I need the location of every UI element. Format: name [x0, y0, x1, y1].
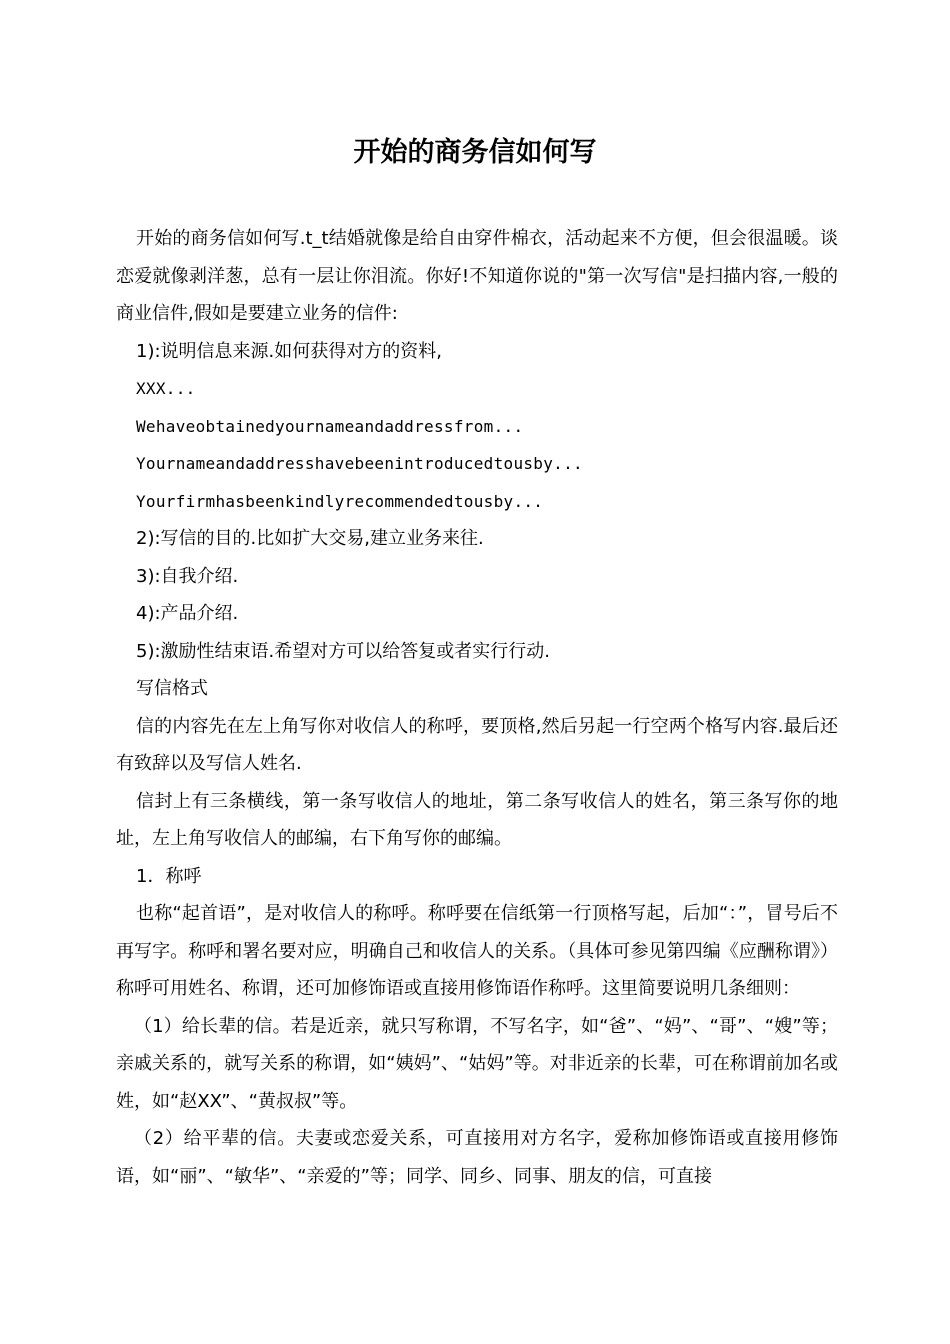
intro-paragraph: 开始的商务信如何写.t_t结婚就像是给自由穿件棉衣，活动起来不方便，但会很温暖。谈恋爱就像剥洋葱，总有一层让你泪流。你好!不知道你说的"第一次写信"是扫描内容,一般的商业信件,假如是要建立业务的信件: — [116, 228, 838, 324]
list-item-2: 2):写信的目的.比如扩大交易,建立业务来往. — [136, 528, 484, 549]
list-item-5: 5):激励性结束语.希望对方可以给答复或者实行行动. — [136, 640, 550, 662]
document-title: 开始的商务信如何写 — [353, 137, 597, 168]
list-item-4: 4):产品介绍. — [136, 603, 239, 624]
example-line: XXX... — [136, 379, 196, 398]
example-line: Wehaveobtainedyournameandaddressfrom... — [136, 416, 524, 436]
section-heading-format: 写信格式 — [136, 678, 208, 699]
section-heading-salutation: 1．称呼 — [136, 865, 202, 887]
envelope-paragraph: 信封上有三条横线，第一条写收信人的地址，第二条写收信人的姓名，第三条写你的地址，左上角写收信人的邮编，右下角写你的邮编。 — [116, 790, 838, 849]
format-paragraph: 信的内容先在左上角写你对收信人的称呼，要顶格,然后另起一行空两个格写内容.最后还有致辞以及写信人姓名. — [116, 715, 838, 774]
peers-paragraph: （2）给平辈的信。夫妻或恋爱关系，可直接用对方名字，爱称加修饰语或直接用修饰语，如“丽”、“敏华”、“亲爱的”等；同学、同乡、同事、朋友的信，可直接 — [116, 1128, 838, 1187]
elders-paragraph: （1）给长辈的信。若是近亲，就只写称谓，不写名字，如“爸”、“妈”、“哥”、“嫂”等；亲戚关系的，就写关系的称谓，如“姨妈”、“姑妈”等。对非近亲的长辈，可在称谓前加名或姓，如“赵XX”、“黄叔叔”等。 — [116, 1015, 838, 1112]
document-body — [116, 220, 838, 1195]
example-line: Yournameandaddresshavebeenintroducedtousby... — [136, 454, 583, 473]
salutation-paragraph: 也称“起首语”，是对收信人的称呼。称呼要在信纸第一行顶格写起，后加“：”，冒号后不再写字。称呼和署名要对应，明确自己和收信人的关系。（具体可参见第四编《应酬称谓》）称呼可用姓名、称谓，还可加修饰语或直接用修饰语作称呼。这里简要说明几条细则： — [116, 903, 838, 999]
example-line: Yourfirmhasbeenkindlyrecommendedtousby... — [136, 491, 544, 511]
list-item-1: 1):说明信息来源.如何获得对方的资料, — [136, 340, 442, 362]
list-item-3: 3):自我介绍. — [136, 565, 239, 587]
